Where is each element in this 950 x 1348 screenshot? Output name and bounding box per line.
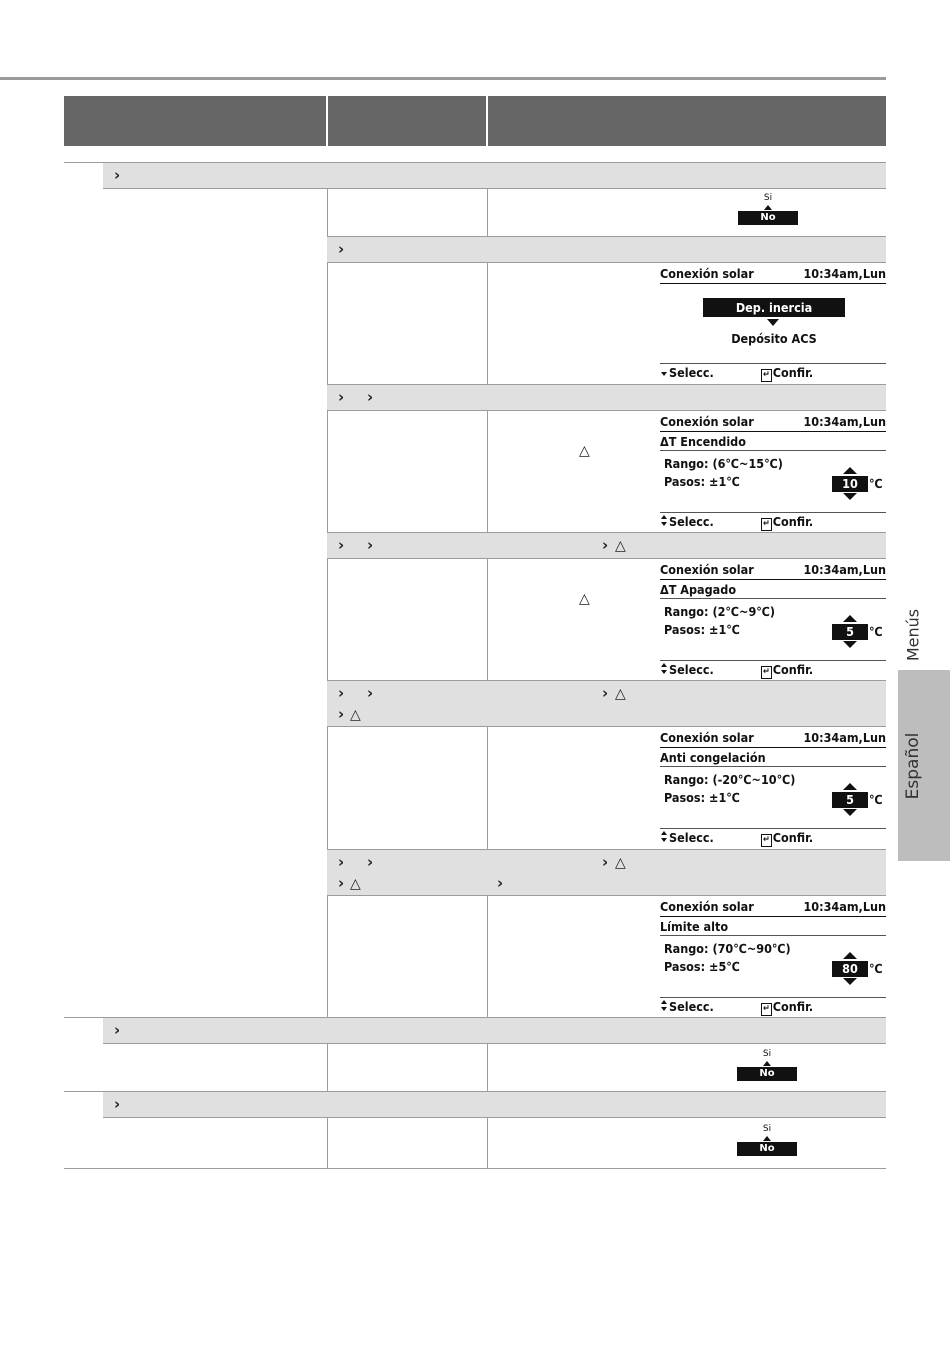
chevron-right-icon: ›: [338, 388, 345, 406]
screen-title-bar: [660, 730, 886, 748]
screen-footer: [660, 512, 886, 530]
screen-item: ΔT Encendido: [660, 434, 886, 451]
step-label: Pasos: ±1℃: [664, 474, 740, 489]
value-display: 10: [832, 476, 868, 492]
triangle-icon: △: [615, 538, 626, 554]
column-divider: [487, 1118, 488, 1169]
lcd-screen-anti-freeze: [660, 730, 886, 846]
screen-clock: 10:34am,Lun: [803, 562, 886, 577]
range-label: Rango: (2℃~9℃): [664, 604, 776, 619]
down-arrow-icon: [843, 641, 857, 648]
table-bottom-rule: [64, 1168, 886, 1169]
screen-footer: [660, 363, 886, 381]
table-header-col-3: [488, 96, 886, 146]
screen-footer: [660, 660, 886, 678]
down-arrow-icon: [843, 809, 857, 816]
no-option-selected: No: [738, 211, 798, 225]
chevron-right-icon: ›: [602, 684, 609, 702]
lcd-screen-tank: [660, 266, 886, 382]
enter-key-icon: ↵: [763, 835, 770, 845]
select-label: Selecc.: [669, 830, 714, 845]
triangle-icon: △: [350, 707, 361, 723]
yes-option: Si: [763, 193, 773, 203]
enter-key-icon: ↵: [763, 1004, 770, 1014]
screen-title-bar: [660, 414, 886, 432]
screen-title: Conexión solar: [660, 562, 754, 577]
up-arrow-icon: [843, 467, 857, 474]
lcd-screen-delta-on: [660, 414, 886, 530]
screen-title: Conexión solar: [660, 266, 754, 281]
yes-option: Si: [762, 1124, 772, 1134]
chevron-right-icon: ›: [338, 853, 345, 871]
screen-clock: 10:34am,Lun: [803, 266, 886, 281]
chevron-right-icon: ›: [602, 853, 609, 871]
chevron-right-icon: ›: [367, 684, 374, 702]
down-arrow-icon: [660, 366, 669, 378]
side-tab-menus-label: Menús: [903, 608, 923, 662]
chevron-right-icon: ›: [367, 536, 374, 554]
screen-clock: 10:34am,Lun: [803, 414, 886, 429]
chevron-right-icon: ›: [114, 1095, 121, 1113]
chevron-right-icon: ›: [114, 166, 121, 184]
column-divider: [327, 1044, 328, 1091]
triangle-icon: △: [350, 876, 361, 892]
side-tab-menus: [898, 600, 928, 670]
chevron-right-icon: ›: [602, 536, 609, 554]
select-label: Selecc.: [669, 365, 714, 380]
range-label: Rango: (6℃~15℃): [664, 456, 783, 471]
unit-label: ℃: [869, 624, 883, 639]
unit-label: ℃: [869, 792, 883, 807]
sub-band-delta-on: [327, 384, 886, 411]
side-tab-language: [898, 670, 950, 861]
yes-no-selector: [737, 1049, 797, 1081]
column-divider: [327, 1118, 328, 1169]
down-arrow-icon: [767, 319, 779, 326]
down-arrow-icon: [843, 493, 857, 500]
select-label: Selecc.: [669, 514, 714, 529]
triangle-icon: △: [615, 855, 626, 871]
chevron-right-icon: ›: [114, 1021, 121, 1039]
column-divider: [487, 1044, 488, 1091]
chevron-right-icon: ›: [338, 684, 345, 702]
selected-option: Dep. inercia: [703, 298, 845, 317]
chevron-right-icon: ›: [338, 240, 345, 258]
value-display: 5: [832, 624, 868, 640]
up-down-arrow-icon: [660, 831, 669, 843]
chevron-right-icon: ›: [338, 874, 345, 892]
screen-clock: 10:34am,Lun: [803, 899, 886, 914]
up-arrow-icon: [763, 1061, 771, 1066]
section-band-3: [103, 1091, 886, 1118]
no-option-selected: No: [737, 1142, 797, 1156]
chevron-right-icon: ›: [367, 853, 374, 871]
up-down-arrow-icon: [660, 1000, 669, 1012]
triangle-icon: △: [579, 591, 590, 607]
screen-item: Límite alto: [660, 919, 886, 936]
screen-title-bar: [660, 899, 886, 917]
value-display: 80: [832, 961, 868, 977]
option-label: Depósito ACS: [731, 331, 817, 346]
lcd-screen-high-limit: [660, 899, 886, 1015]
confirm-label: Confir.: [772, 830, 814, 845]
screen-title: Conexión solar: [660, 899, 754, 914]
up-down-arrow-icon: [660, 663, 669, 675]
screen-title: Conexión solar: [660, 730, 754, 745]
screen-item: Anti congelación: [660, 750, 886, 767]
top-rule: [0, 77, 886, 80]
value-display: 5: [832, 792, 868, 808]
enter-key-icon: ↵: [763, 370, 770, 380]
section-band-2: [103, 1017, 886, 1044]
down-arrow-icon: [843, 978, 857, 985]
screen-footer: [660, 828, 886, 846]
yes-no-selector: [737, 1124, 797, 1156]
side-tab-language-label: Español: [903, 732, 923, 799]
screen-title: Conexión solar: [660, 414, 754, 429]
confirm-label: Confir.: [772, 514, 814, 529]
select-label: Selecc.: [669, 662, 714, 677]
no-option-selected: No: [737, 1067, 797, 1081]
step-label: Pasos: ±1℃: [664, 622, 740, 637]
confirm-label: Confir.: [772, 662, 814, 677]
select-label: Selecc.: [669, 999, 714, 1014]
divider: [64, 162, 104, 163]
screen-clock: 10:34am,Lun: [803, 730, 886, 745]
step-label: Pasos: ±5℃: [664, 959, 740, 974]
confirm-label: Confir.: [772, 999, 814, 1014]
unit-label: ℃: [869, 476, 883, 491]
enter-key-icon: ↵: [763, 667, 770, 677]
chevron-right-icon: ›: [338, 536, 345, 554]
sub-band-anti-freeze: [327, 680, 886, 727]
triangle-icon: △: [615, 686, 626, 702]
divider: [64, 1017, 104, 1018]
up-arrow-icon: [843, 615, 857, 622]
yes-no-selector: [738, 193, 798, 225]
screen-title-bar: [660, 266, 886, 284]
enter-key-icon: ↵: [763, 519, 770, 529]
up-arrow-icon: [763, 1136, 771, 1141]
divider: [64, 1091, 104, 1092]
step-label: Pasos: ±1℃: [664, 790, 740, 805]
table-header-col-2: [328, 96, 486, 146]
up-arrow-icon: [843, 783, 857, 790]
chevron-right-icon: ›: [497, 874, 504, 892]
screen-footer: [660, 997, 886, 1015]
yes-option: Si: [762, 1049, 772, 1059]
table-header-col-1: [64, 96, 326, 146]
range-label: Rango: (70℃~90℃): [664, 941, 791, 956]
section-band-1: [103, 162, 886, 189]
up-down-arrow-icon: [660, 515, 669, 527]
unit-label: ℃: [869, 961, 883, 976]
screen-item: ΔT Apagado: [660, 582, 886, 599]
lcd-screen-delta-off: [660, 562, 886, 678]
up-arrow-icon: [843, 952, 857, 959]
sub-band-high-limit: [327, 849, 886, 896]
range-label: Rango: (-20℃~10℃): [664, 772, 796, 787]
chevron-right-icon: ›: [338, 705, 345, 723]
sub-band-delta-off: [327, 532, 886, 559]
triangle-icon: △: [579, 443, 590, 459]
chevron-right-icon: ›: [367, 388, 374, 406]
up-arrow-icon: [764, 205, 772, 210]
screen-title-bar: [660, 562, 886, 580]
confirm-label: Confir.: [772, 365, 814, 380]
sub-band-tank: [327, 236, 886, 263]
